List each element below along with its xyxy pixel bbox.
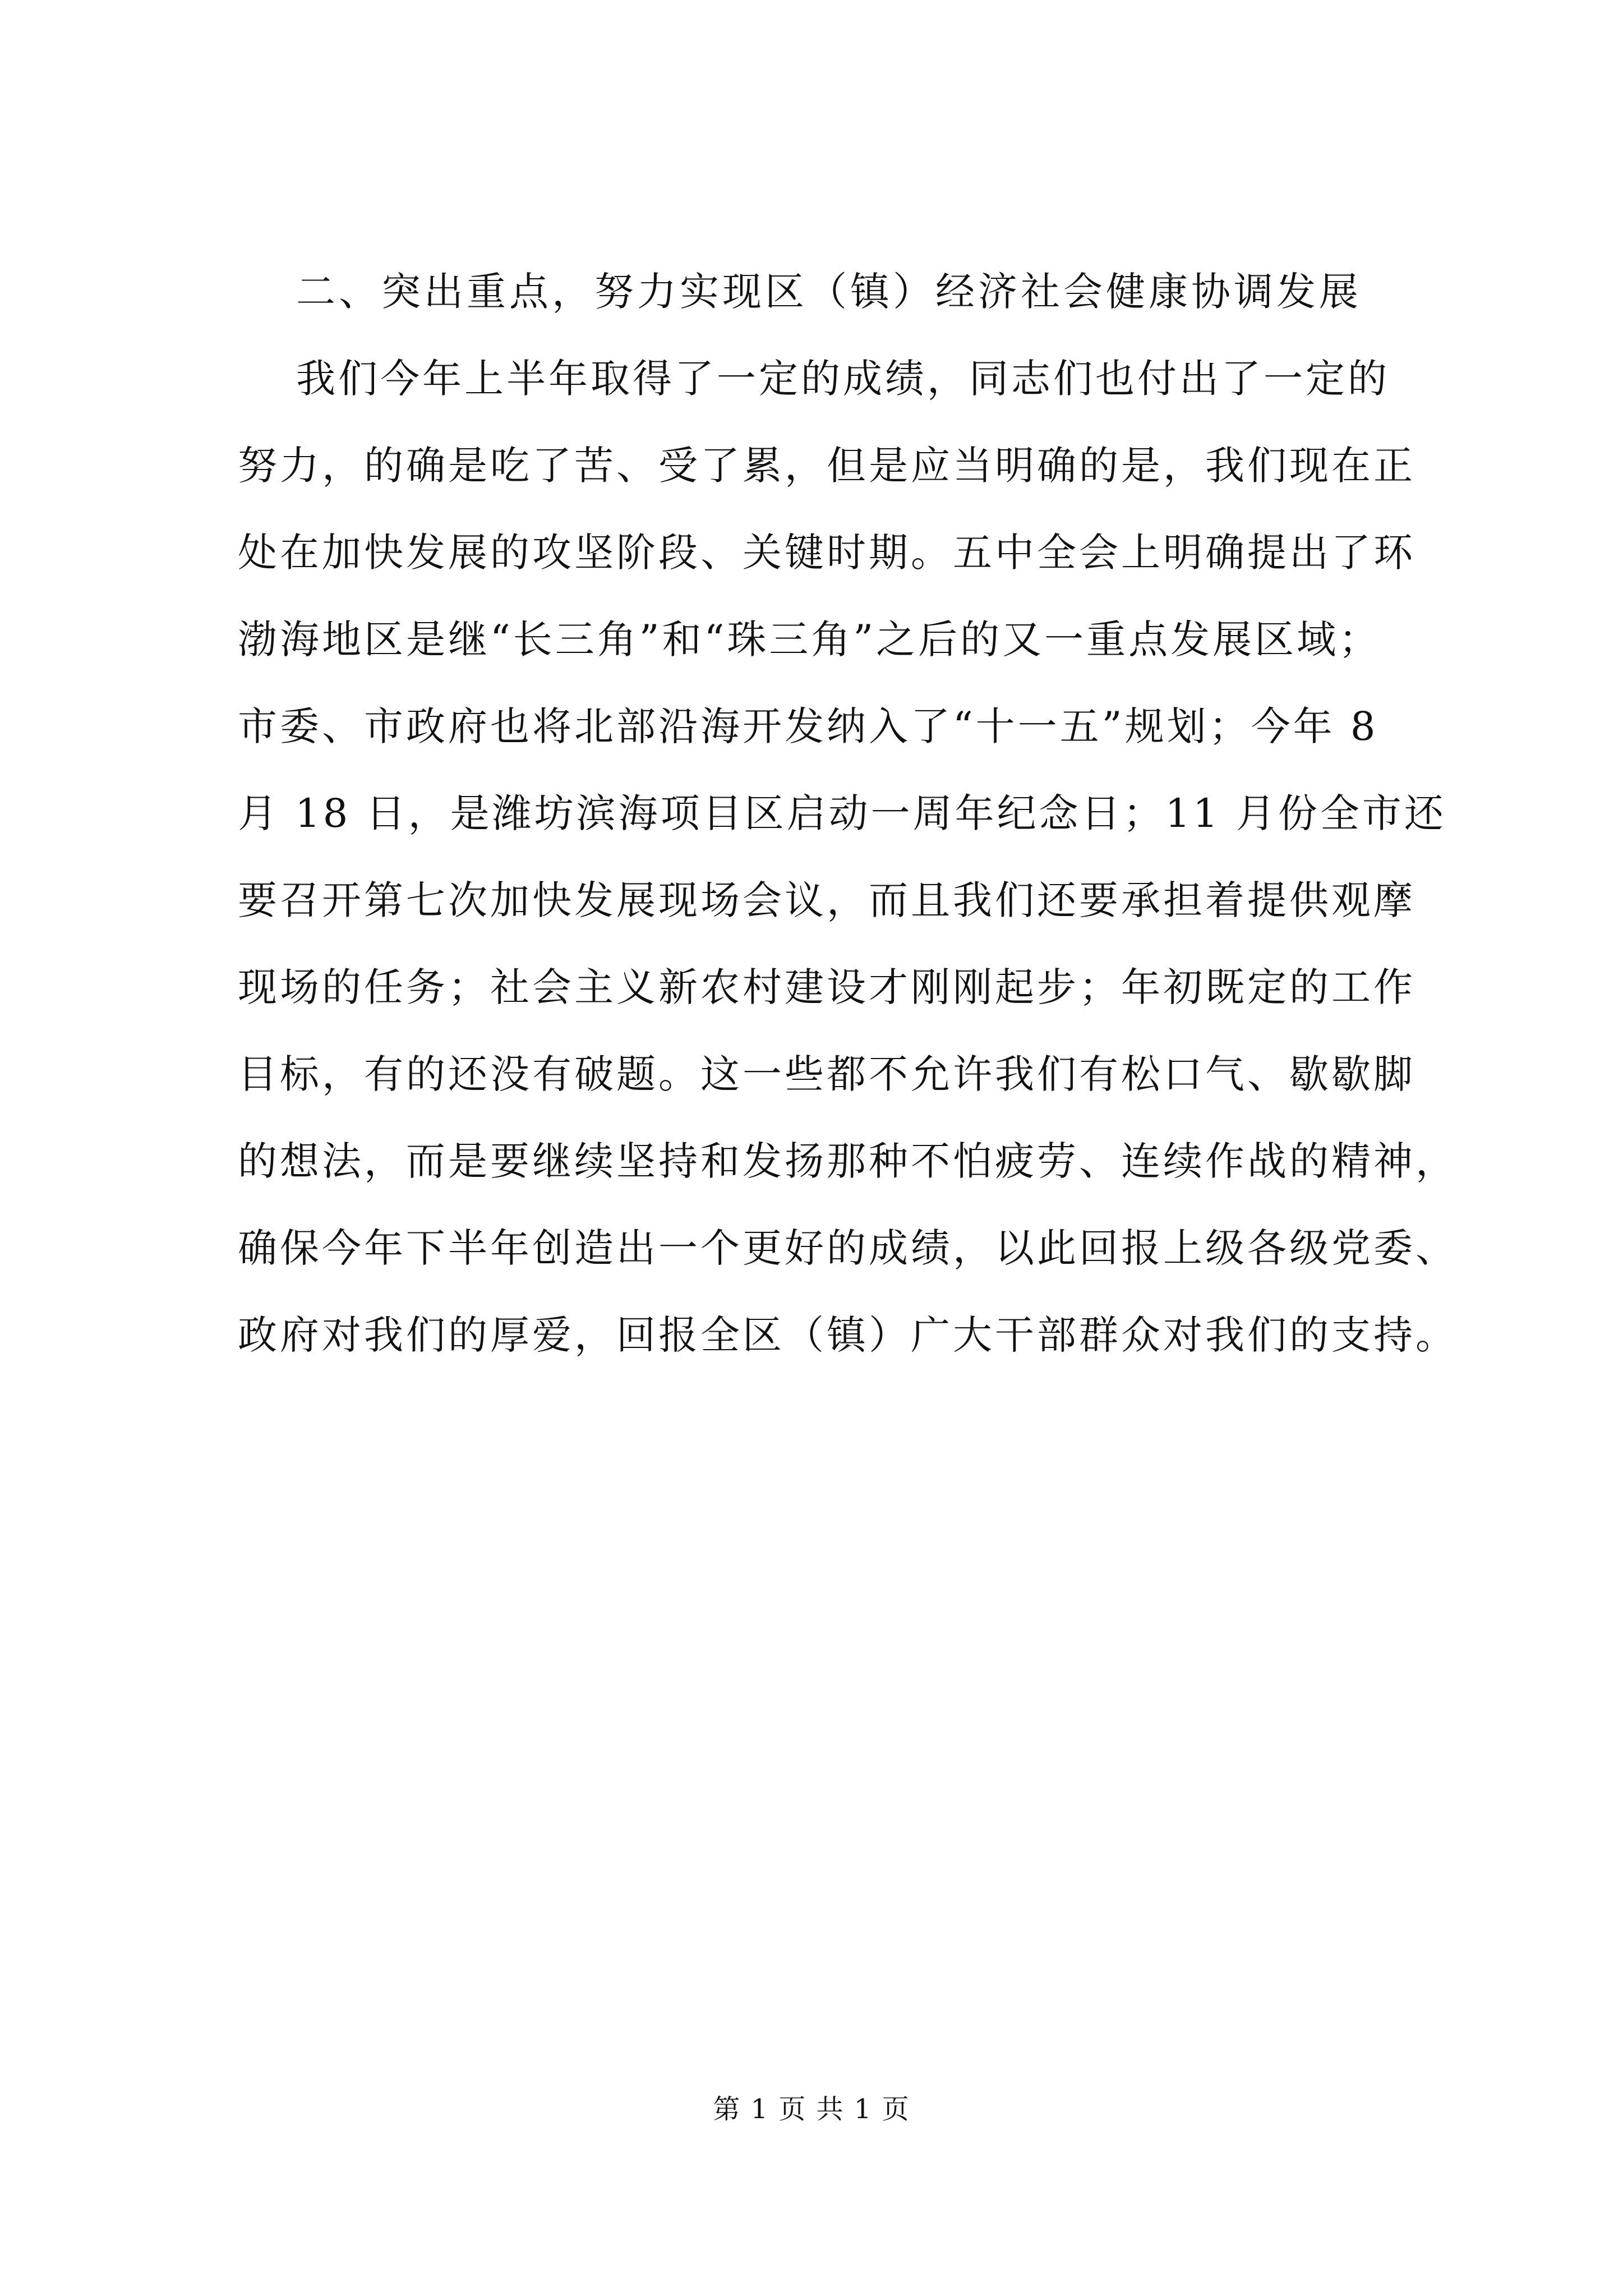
section-heading: 二、突出重点，努力实现区（镇）经济社会健康协调发展 — [296, 269, 1362, 315]
paragraph-line-5: 市委、市政府也将北部沿海开发纳入了“十一五”规划；今年 8 — [238, 703, 1378, 749]
paragraph-line-2: 努力，的确是吃了苦、受了累，但是应当明确的是，我们现在正 — [238, 443, 1415, 489]
paragraph-line-12: 政府对我们的厚爱，回报全区（镇）广大干部群众对我们的支持。 — [238, 1312, 1458, 1358]
paragraph-line-1: 我们今年上半年取得了一定的成绩，同志们也付出了一定的 — [296, 356, 1390, 402]
paragraph-line-8: 现场的任务；社会主义新农村建设才刚刚起步；年初既定的工作 — [238, 964, 1415, 1010]
paragraph-line-9: 目标，有的还没有破题。这一些都不允许我们有松口气、歇歇脚 — [238, 1051, 1415, 1097]
paragraph-line-7: 要召开第七次加快发展现场会议，而且我们还要承担着提供观摩 — [238, 877, 1415, 923]
paragraph-line-6: 月 18 日，是潍坊滨海项目区启动一周年纪念日；11 月份全市还 — [238, 790, 1446, 836]
paragraph-line-4: 渤海地区是继“长三角”和“珠三角”之后的又一重点发展区域； — [238, 616, 1381, 662]
paragraph-line-10: 的想法，而是要继续坚持和发扬那种不怕疲劳、连续作战的精神， — [238, 1138, 1458, 1184]
paragraph-line-3: 处在加快发展的攻坚阶段、关键时期。五中全会上明确提出了环 — [238, 530, 1415, 576]
page-number-footer: 第 1 页 共 1 页 — [713, 2093, 910, 2125]
paragraph-line-11: 确保今年下半年创造出一个更好的成绩，以此回报上级各级党委、 — [238, 1225, 1458, 1271]
